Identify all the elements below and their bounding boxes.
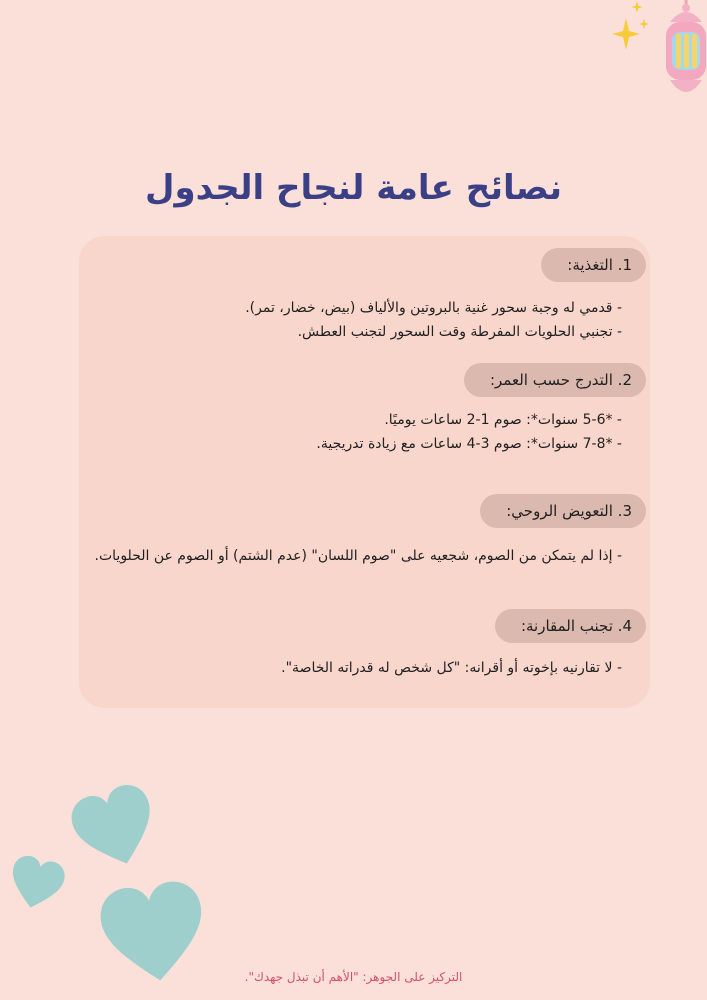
section-line: - قدمي له وجبة سحور غنية بالبروتين والألياف (بيض، خضار، تمر).: [245, 300, 622, 316]
tips-card: [79, 236, 650, 708]
heart-icon: [59, 774, 174, 886]
section-line: - تجنبي الحلويات المفرطة وقت السحور لتجنب العطش.: [297, 324, 622, 340]
section-heading-comparison: 4. تجنب المقارنة:: [495, 609, 646, 643]
footer-quote: التركيز على الجوهر: "الأهم أن تبذل جهدك".: [244, 970, 463, 984]
sparkle-icon: [630, 0, 644, 14]
section-heading-spiritual: 3. التعويض الروحي:: [480, 494, 646, 528]
section-line: - *5-6 سنوات*: صوم 1-2 ساعات يوميًا.: [384, 412, 622, 428]
section-line: - *7-8 سنوات*: صوم 3-4 ساعات مع زيادة تدريجية.: [316, 436, 622, 452]
heart-icon: [0, 850, 72, 921]
section-heading-nutrition: 1. التغذية:: [541, 248, 646, 282]
page-title: نصائح عامة لنجاح الجدول: [144, 168, 563, 208]
section-heading-gradual: 2. التدرج حسب العمر:: [464, 363, 646, 397]
section-line: - إذا لم يتمكن من الصوم، شجعيه على "صوم اللسان" (عدم الشتم) أو الصوم عن الحلويات.: [94, 548, 622, 564]
section-line: - لا تقارنيه بإخوته أو أقرانه: "كل شخص له قدراته الخاصة".: [281, 660, 622, 676]
sparkle-icon: [638, 18, 650, 30]
